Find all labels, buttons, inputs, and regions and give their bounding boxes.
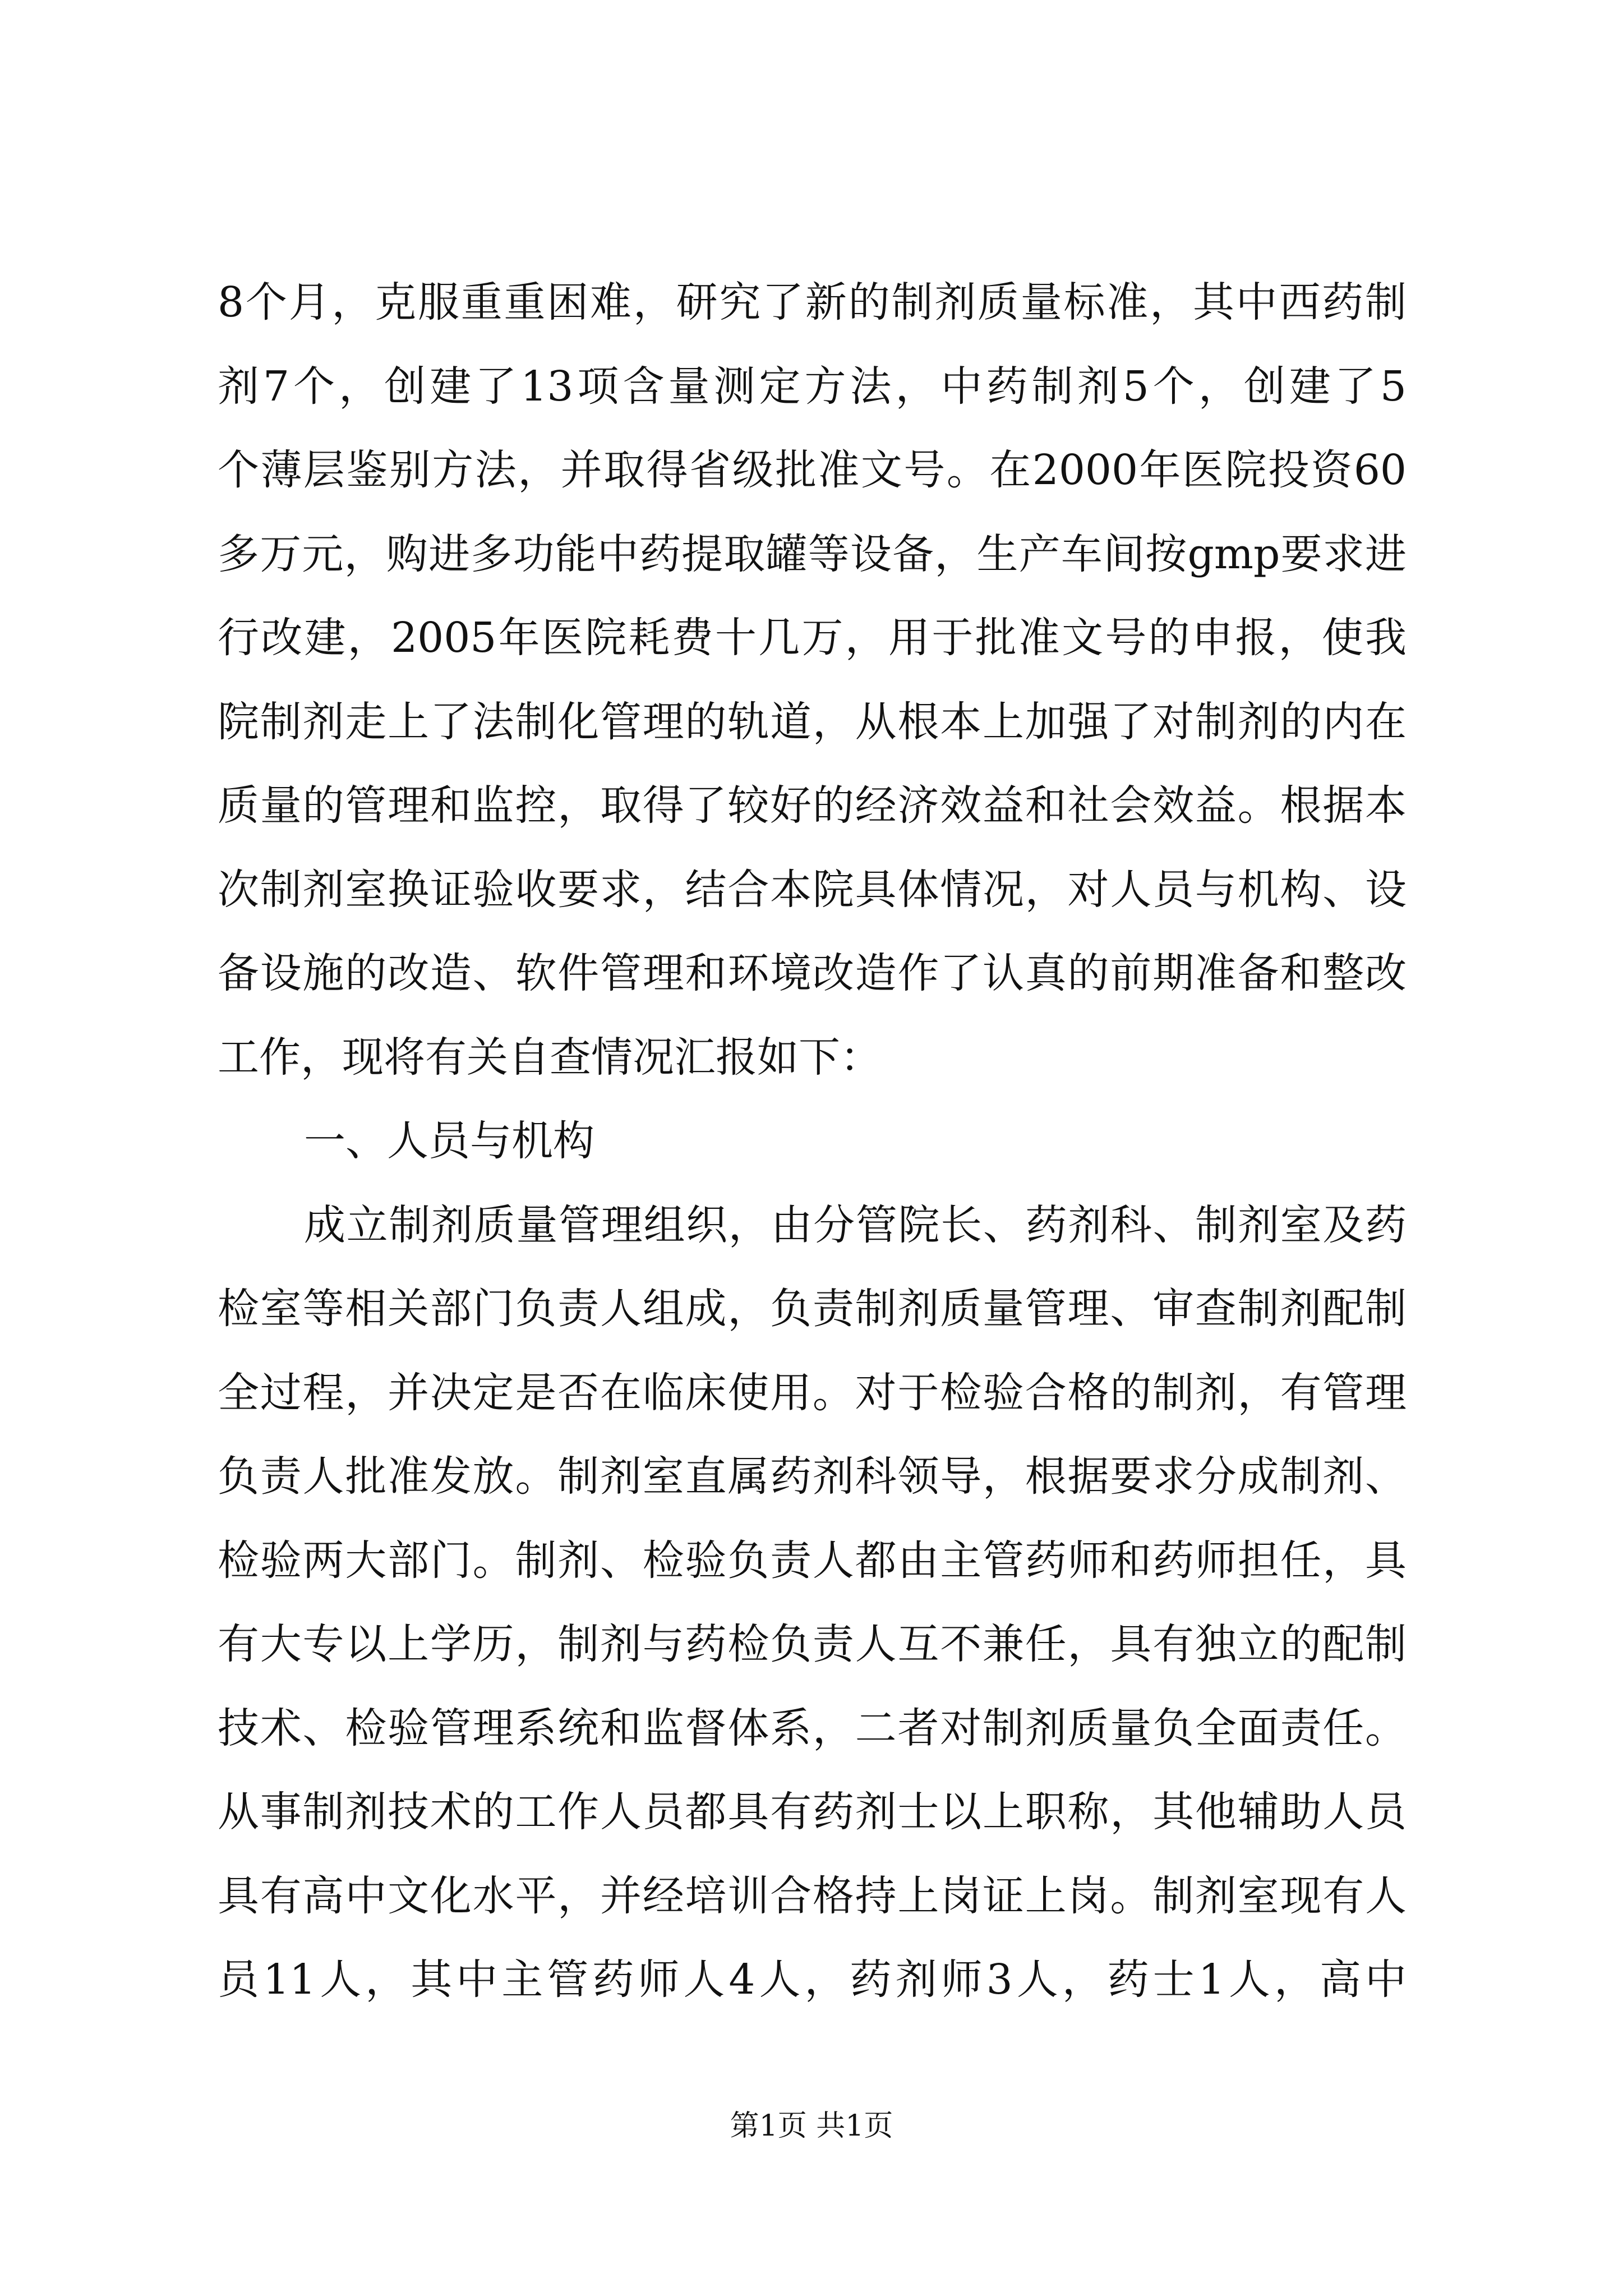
text-line: 备设施的改造、软件管理和环境改造作了认真的前期准备和整改: [218, 949, 1407, 997]
text-line: 个薄层鉴别方法，并取得省级批准文号。在2000年医院投资60: [218, 446, 1407, 494]
text-line: 有大专以上学历，制剂与药检负责人互不兼任，具有独立的配制: [218, 1620, 1407, 1668]
text-line: 院制剂走上了法制化管理的轨道，从根本上加强了对制剂的内在: [218, 697, 1407, 746]
document-body: [218, 261, 1407, 2022]
text-line: 全过程，并决定是否在临床使用。对于检验合格的制剂，有管理: [218, 1368, 1407, 1417]
text-line: 行改建，2005年医院耗费十几万，用于批准文号的申报，使我: [218, 614, 1407, 662]
text-line: 技术、检验管理系统和监督体系，二者对制剂质量负全面责任。: [218, 1704, 1407, 1752]
page-number: 第1页 共1页: [730, 2109, 893, 2143]
text-line: 质量的管理和监控，取得了较好的经济效益和社会效益。根据本: [218, 781, 1407, 830]
text-line: 多万元，购进多功能中药提取罐等设备，生产车间按gmp要求进: [218, 530, 1407, 578]
text-line: 具有高中文化水平，并经培训合格持上岗证上岗。制剂室现有人: [218, 1871, 1407, 1920]
text-line: 成立制剂质量管理组织，由分管院长、药剂科、制剂室及药: [304, 1200, 1407, 1249]
section-heading: 一、人员与机构: [304, 1117, 594, 1165]
text-line: 8个月，克服重重困难，研究了新的制剂质量标准，其中西药制: [218, 278, 1407, 326]
text-line: 检验两大部门。制剂、检验负责人都由主管药师和药师担任，具: [218, 1536, 1407, 1585]
text-line: 检室等相关部门负责人组成，负责制剂质量管理、审查制剂配制: [218, 1285, 1407, 1333]
text-line: 剂7个，创建了13项含量测定方法，中药制剂5个，创建了5: [218, 362, 1407, 411]
text-line: 工作，现将有关自查情况汇报如下：: [218, 1033, 882, 1082]
text-line: 负责人批准发放。制剂室直属药剂科领导，根据要求分成制剂、: [218, 1452, 1407, 1501]
text-line: 员11人，其中主管药师人4人，药剂师3人，药士1人，高中: [218, 1955, 1407, 2004]
page-footer: [0, 2106, 1623, 2146]
text-line: 次制剂室换证验收要求，结合本院具体情况，对人员与机构、设: [218, 865, 1407, 914]
text-line: 从事制剂技术的工作人员都具有药剂士以上职称，其他辅助人员: [218, 1788, 1407, 1836]
